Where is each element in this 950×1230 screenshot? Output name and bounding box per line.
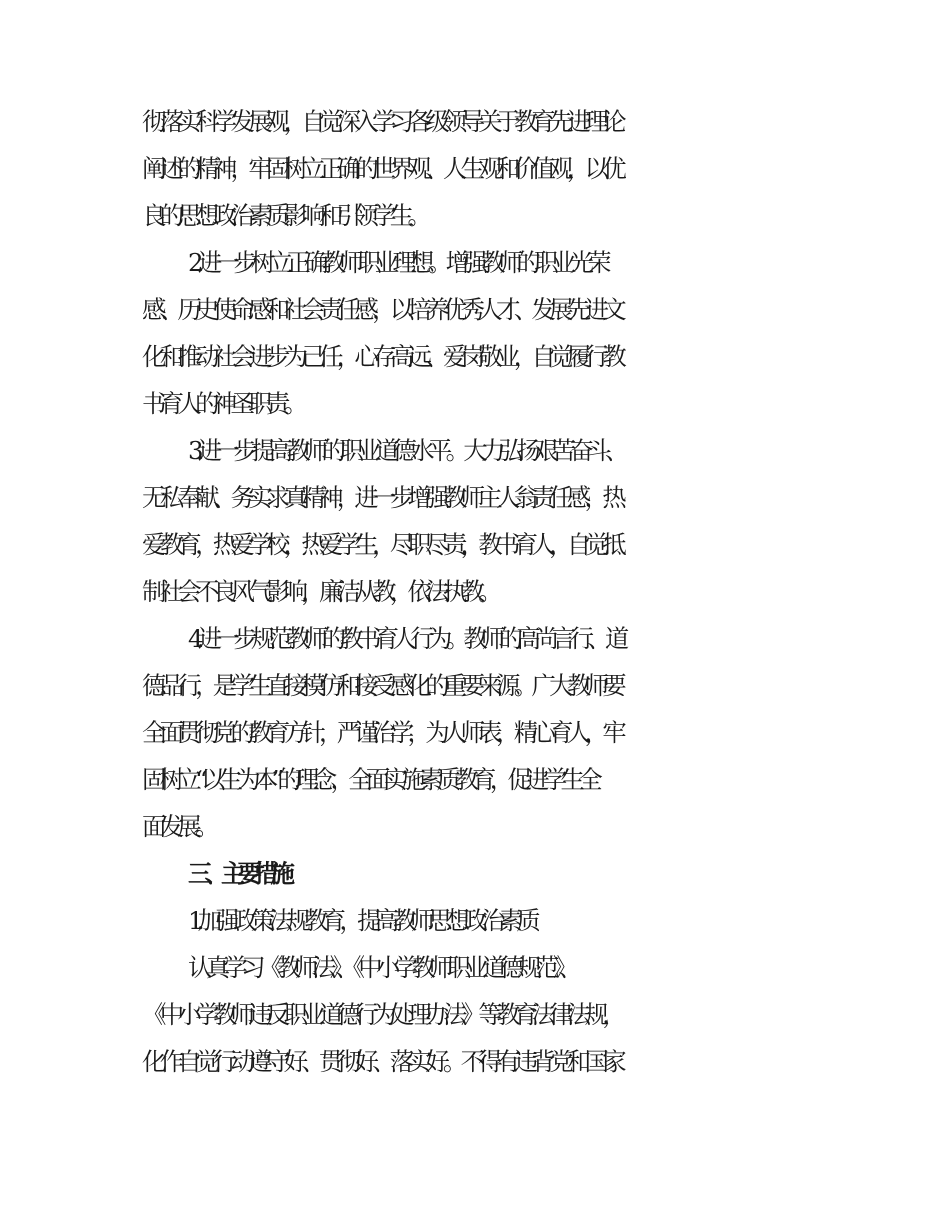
body-text-line: 书育人的神圣职责。 <box>142 389 302 418</box>
body-text-line: 化和推动社会进步为己任，心存高远、爱岗敬业，自觉履行教 <box>142 342 620 371</box>
body-text-line: 爱教育，热爱学校，热爱学生，尽职尽责，教书育人，自觉抵 <box>142 530 620 559</box>
body-text-line: 面发展。 <box>142 812 213 841</box>
paragraph-start-line: 认真学习《教师法》、《中小学教师职业道德规范》、 <box>188 953 577 982</box>
section-heading: 三、主要措施 <box>188 859 287 888</box>
body-text-line: 固树立“以生为本”的理念，全面实施素质教育，促进学生全 <box>142 765 596 794</box>
body-text-line: 无私奉献、务实求真精神，进一步增强教师主人翁责任感，热 <box>142 483 620 512</box>
body-text-line: 阐述的精神，牢固树立正确的世界观、人生观和价值观，以优 <box>142 154 620 183</box>
paragraph-start-line: 2.进一步树立正确教师职业理想。增强教师的职业光荣 <box>188 248 605 277</box>
paragraph-start-line: 4.进一步规范教师的教书育人行为。教师的高尚言行、道 <box>188 624 623 653</box>
body-text-line: 德品行，是学生直接模仿和接受感化的重要来源。广大教师要 <box>142 671 620 700</box>
paragraph-start-line: 3.进一步提高教师的职业道德水平。大力弘扬艰苦奋斗、 <box>188 436 623 465</box>
body-text-line: 制社会不良风气影响，廉洁从教，依法执教。 <box>142 577 496 606</box>
body-text-line: 彻落实科学发展观，自觉深入学习各级领导关于教育先进理论 <box>142 107 620 136</box>
body-text-line: 感、历史使命感和社会责任感，以培养优秀人才、发展先进文 <box>142 295 620 324</box>
subsection-heading: 1.加强政策法规教育，提高教师思想政治素质 <box>188 906 535 935</box>
body-text-line: 《中小学教师违反职业道德行为处理办法》等教育法律法规， <box>142 1000 620 1029</box>
body-text-line: 全面贯彻党的教育方针，严谨治学，为人师表，精心育人，牢 <box>142 718 620 747</box>
body-text-line: 化作自觉行动遵守好、贯彻好、落实好。不得有违背党和国家 <box>142 1047 620 1076</box>
body-text-line: 良的思想政治素质影响和引领学生。 <box>142 201 426 230</box>
